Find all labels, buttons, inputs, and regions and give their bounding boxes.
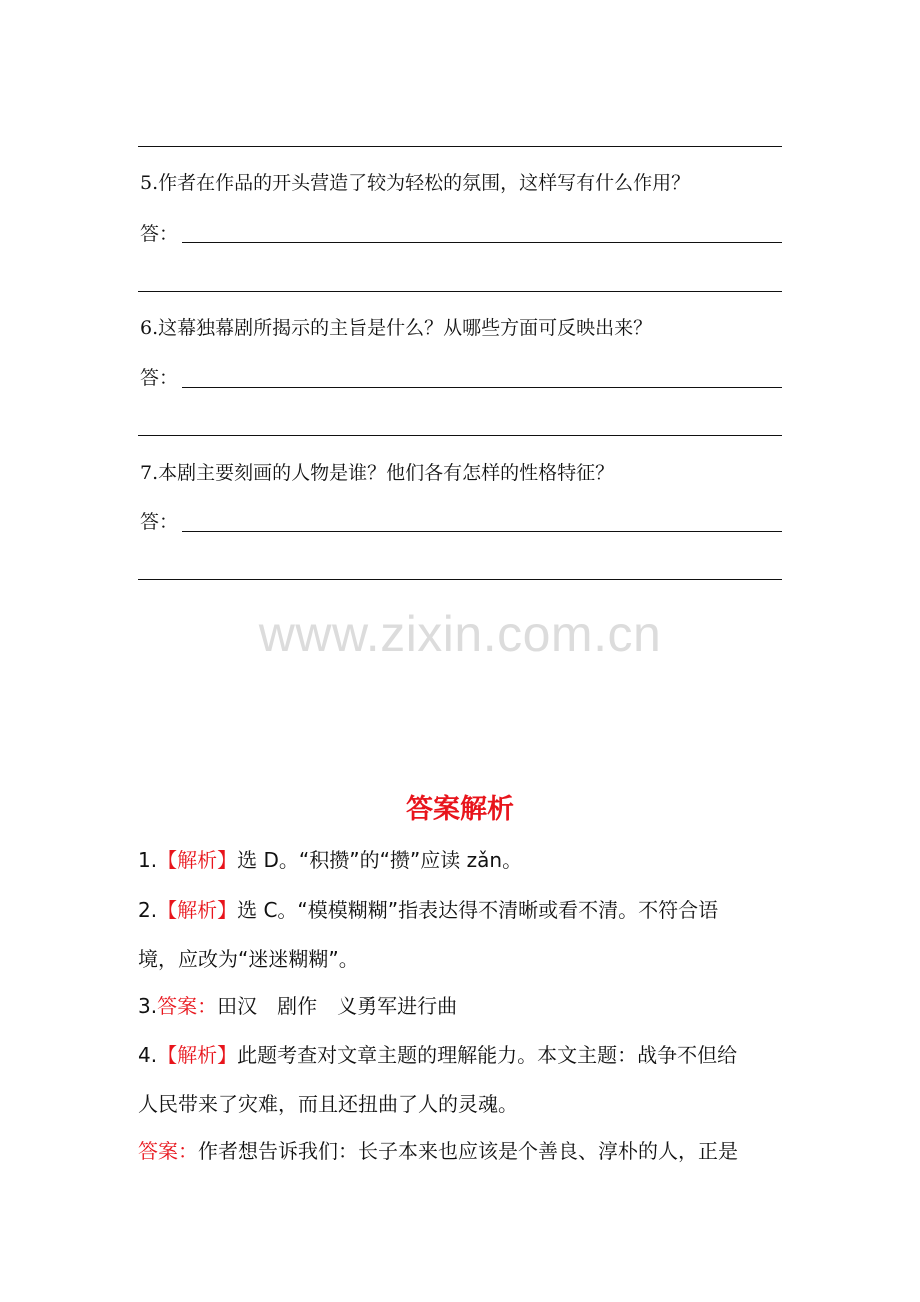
- solutions-title: 答案解析: [406, 794, 514, 825]
- solution-text: 此题考查对文章主题的理解能力。本文主题：战争不但给: [237, 1043, 738, 1067]
- solution-text: 作者想告诉我们：长子本来也应该是个善良、淳朴的人，正是: [198, 1139, 738, 1163]
- solution-tag: 【解析】: [157, 1043, 238, 1067]
- solution-tag: 答案：: [138, 1139, 198, 1163]
- answer-label: 答：: [140, 511, 179, 533]
- solution-text: 选 D。“积攒”的“攒”应读 zǎn。: [237, 848, 523, 872]
- answer-line: [138, 579, 782, 580]
- solution-number: 2.: [138, 898, 158, 922]
- question-number: 6.: [140, 317, 159, 339]
- solution-1: [138, 835, 788, 885]
- question-text: 本剧主要刻画的人物是谁？他们各有怎样的性格特征？: [158, 462, 615, 484]
- solution-tag: 【解析】: [157, 848, 238, 872]
- question-7: [140, 461, 614, 485]
- solution-text: 选 C。“模模糊糊”指表达得不清晰或看不清。不符合语: [237, 898, 719, 922]
- solution-number: 1.: [138, 848, 158, 872]
- answer-label: 答：: [140, 367, 179, 389]
- question-number: 5.: [140, 172, 159, 194]
- answer-line: [138, 291, 782, 292]
- solution-2-continued: 境，应改为“迷迷糊糊”。: [138, 947, 359, 971]
- solution-number: 4.: [138, 1043, 158, 1067]
- solution-3: [138, 981, 788, 1031]
- solution-tag: 答案：: [157, 994, 218, 1018]
- answer-line: [182, 242, 782, 243]
- answer-label: 答：: [140, 223, 179, 245]
- solution-4-answer: [138, 1126, 788, 1176]
- solution-4-continued: 人民带来了灾难，而且还扭曲了人的灵魂。: [138, 1092, 518, 1116]
- question-6: [140, 316, 652, 340]
- question-text: 这幕独幕剧所揭示的主旨是什么？从哪些方面可反映出来？: [158, 317, 653, 339]
- question-5: [140, 171, 690, 195]
- solution-text: 田汉 剧作 义勇军进行曲: [217, 994, 458, 1018]
- answer-line: [138, 146, 782, 147]
- question-text: 作者在作品的开头营造了较为轻松的氛围，这样写有什么作用？: [158, 172, 691, 194]
- answer-line: [138, 435, 782, 436]
- question-number: 7.: [140, 462, 159, 484]
- solution-tag: 【解析】: [157, 898, 238, 922]
- watermark: www.zixin.com.cn: [258, 606, 662, 662]
- solution-4: [138, 1030, 788, 1080]
- answer-line: [182, 531, 782, 532]
- solution-2: [138, 885, 788, 935]
- answer-line: [182, 387, 782, 388]
- solution-number: 3.: [138, 994, 158, 1018]
